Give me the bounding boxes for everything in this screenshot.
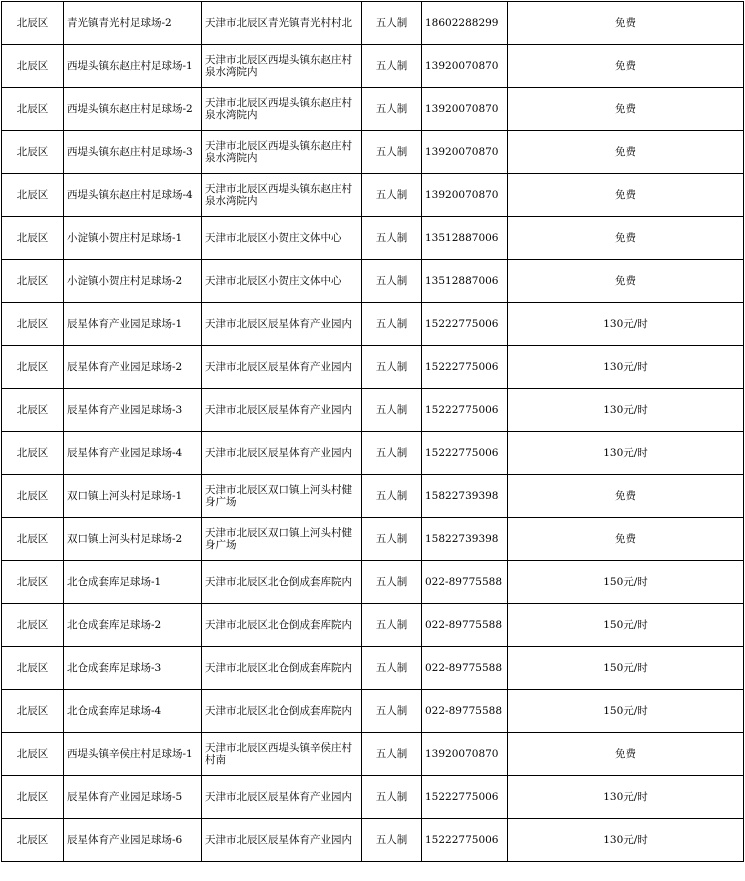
address-cell: 天津市北辰区西堤头镇辛侯庄村村南	[202, 733, 362, 776]
address-cell: 天津市北辰区西堤头镇东赵庄村泉水湾院内	[202, 88, 362, 131]
phone-cell: 15822739398	[422, 475, 508, 518]
phone-cell: 022-89775588	[422, 604, 508, 647]
phone-cell: 022-89775588	[422, 690, 508, 733]
venue-name-cell: 西堤头镇东赵庄村足球场-2	[64, 88, 202, 131]
address-cell: 天津市北辰区西堤头镇东赵庄村泉水湾院内	[202, 174, 362, 217]
table-row	[2, 776, 744, 819]
district-cell: 北辰区	[2, 131, 64, 174]
address-cell: 天津市北辰区辰星体育产业园内	[202, 776, 362, 819]
fee-cell: 130元/时	[508, 303, 744, 346]
fee-cell: 免费	[508, 88, 744, 131]
format-cell: 五人制	[362, 432, 422, 475]
fee-cell: 150元/时	[508, 690, 744, 733]
district-cell: 北辰区	[2, 690, 64, 733]
phone-cell: 15222775006	[422, 303, 508, 346]
venue-name-cell: 西堤头镇辛侯庄村足球场-1	[64, 733, 202, 776]
address-cell: 天津市北辰区双口镇上河头村健身广场	[202, 518, 362, 561]
address-cell: 天津市北辰区辰星体育产业园内	[202, 432, 362, 475]
address-cell: 天津市北辰区北仓倒成套库院内	[202, 561, 362, 604]
fee-cell: 免费	[508, 174, 744, 217]
format-cell: 五人制	[362, 604, 422, 647]
phone-cell: 13920070870	[422, 174, 508, 217]
table-row	[2, 260, 744, 303]
address-cell: 天津市北辰区辰星体育产业园内	[202, 819, 362, 862]
venue-name-cell: 北仓成套库足球场-1	[64, 561, 202, 604]
format-cell: 五人制	[362, 260, 422, 303]
phone-cell: 13920070870	[422, 733, 508, 776]
venue-name-cell: 辰星体育产业园足球场-1	[64, 303, 202, 346]
district-cell: 北辰区	[2, 432, 64, 475]
phone-cell: 15822739398	[422, 518, 508, 561]
phone-cell: 15222775006	[422, 346, 508, 389]
district-cell: 北辰区	[2, 260, 64, 303]
fee-cell: 免费	[508, 131, 744, 174]
district-cell: 北辰区	[2, 389, 64, 432]
venue-name-cell: 青光镇青光村足球场-2	[64, 2, 202, 45]
district-cell: 北辰区	[2, 88, 64, 131]
fee-cell: 130元/时	[508, 819, 744, 862]
venue-name-cell: 西堤头镇东赵庄村足球场-4	[64, 174, 202, 217]
format-cell: 五人制	[362, 690, 422, 733]
table-row	[2, 690, 744, 733]
table-row	[2, 346, 744, 389]
format-cell: 五人制	[362, 2, 422, 45]
district-cell: 北辰区	[2, 346, 64, 389]
fee-cell: 150元/时	[508, 604, 744, 647]
format-cell: 五人制	[362, 174, 422, 217]
fee-cell: 免费	[508, 733, 744, 776]
table-row	[2, 217, 744, 260]
venue-table-body	[2, 2, 744, 862]
table-row	[2, 389, 744, 432]
district-cell: 北辰区	[2, 518, 64, 561]
table-row	[2, 303, 744, 346]
district-cell: 北辰区	[2, 647, 64, 690]
fee-cell: 免费	[508, 518, 744, 561]
table-row	[2, 604, 744, 647]
table-row	[2, 432, 744, 475]
venue-name-cell: 小淀镇小贺庄村足球场-2	[64, 260, 202, 303]
phone-cell: 15222775006	[422, 389, 508, 432]
phone-cell: 18602288299	[422, 2, 508, 45]
address-cell: 天津市北辰区小贺庄文体中心	[202, 260, 362, 303]
venue-name-cell: 西堤头镇东赵庄村足球场-3	[64, 131, 202, 174]
table-row	[2, 131, 744, 174]
district-cell: 北辰区	[2, 733, 64, 776]
venue-name-cell: 小淀镇小贺庄村足球场-1	[64, 217, 202, 260]
district-cell: 北辰区	[2, 776, 64, 819]
fee-cell: 130元/时	[508, 776, 744, 819]
venue-name-cell: 北仓成套库足球场-3	[64, 647, 202, 690]
phone-cell: 15222775006	[422, 776, 508, 819]
venue-name-cell: 辰星体育产业园足球场-3	[64, 389, 202, 432]
table-row	[2, 733, 744, 776]
table-row	[2, 2, 744, 45]
address-cell: 天津市北辰区北仓倒成套库院内	[202, 690, 362, 733]
address-cell: 天津市北辰区小贺庄文体中心	[202, 217, 362, 260]
phone-cell: 022-89775588	[422, 647, 508, 690]
format-cell: 五人制	[362, 88, 422, 131]
format-cell: 五人制	[362, 733, 422, 776]
venue-name-cell: 辰星体育产业园足球场-4	[64, 432, 202, 475]
phone-cell: 15222775006	[422, 819, 508, 862]
phone-cell: 15222775006	[422, 432, 508, 475]
phone-cell: 13512887006	[422, 217, 508, 260]
venue-name-cell: 辰星体育产业园足球场-2	[64, 346, 202, 389]
format-cell: 五人制	[362, 518, 422, 561]
format-cell: 五人制	[362, 776, 422, 819]
format-cell: 五人制	[362, 561, 422, 604]
table-row	[2, 647, 744, 690]
phone-cell: 13920070870	[422, 131, 508, 174]
district-cell: 北辰区	[2, 2, 64, 45]
format-cell: 五人制	[362, 819, 422, 862]
format-cell: 五人制	[362, 389, 422, 432]
format-cell: 五人制	[362, 217, 422, 260]
format-cell: 五人制	[362, 475, 422, 518]
fee-cell: 150元/时	[508, 561, 744, 604]
address-cell: 天津市北辰区辰星体育产业园内	[202, 346, 362, 389]
address-cell: 天津市北辰区双口镇上河头村健身广场	[202, 475, 362, 518]
address-cell: 天津市北辰区辰星体育产业园内	[202, 389, 362, 432]
district-cell: 北辰区	[2, 303, 64, 346]
venue-name-cell: 北仓成套库足球场-2	[64, 604, 202, 647]
district-cell: 北辰区	[2, 561, 64, 604]
address-cell: 天津市北辰区辰星体育产业园内	[202, 303, 362, 346]
table-row	[2, 819, 744, 862]
district-cell: 北辰区	[2, 819, 64, 862]
address-cell: 天津市北辰区北仓倒成套库院内	[202, 604, 362, 647]
phone-cell: 13920070870	[422, 45, 508, 88]
table-row	[2, 518, 744, 561]
phone-cell: 022-89775588	[422, 561, 508, 604]
address-cell: 天津市北辰区北仓倒成套库院内	[202, 647, 362, 690]
venue-table	[1, 1, 744, 862]
format-cell: 五人制	[362, 346, 422, 389]
fee-cell: 免费	[508, 260, 744, 303]
table-row	[2, 88, 744, 131]
fee-cell: 免费	[508, 2, 744, 45]
fee-cell: 130元/时	[508, 432, 744, 475]
address-cell: 天津市北辰区青光镇青光村村北	[202, 2, 362, 45]
fee-cell: 130元/时	[508, 346, 744, 389]
table-row	[2, 475, 744, 518]
format-cell: 五人制	[362, 303, 422, 346]
fee-cell: 130元/时	[508, 389, 744, 432]
district-cell: 北辰区	[2, 45, 64, 88]
format-cell: 五人制	[362, 45, 422, 88]
table-row	[2, 174, 744, 217]
district-cell: 北辰区	[2, 475, 64, 518]
district-cell: 北辰区	[2, 217, 64, 260]
fee-cell: 免费	[508, 475, 744, 518]
venue-name-cell: 双口镇上河头村足球场-1	[64, 475, 202, 518]
fee-cell: 免费	[508, 45, 744, 88]
format-cell: 五人制	[362, 647, 422, 690]
venue-name-cell: 西堤头镇东赵庄村足球场-1	[64, 45, 202, 88]
table-row	[2, 45, 744, 88]
venue-name-cell: 北仓成套库足球场-4	[64, 690, 202, 733]
fee-cell: 150元/时	[508, 647, 744, 690]
fee-cell: 免费	[508, 217, 744, 260]
venue-name-cell: 辰星体育产业园足球场-6	[64, 819, 202, 862]
district-cell: 北辰区	[2, 604, 64, 647]
phone-cell: 13512887006	[422, 260, 508, 303]
format-cell: 五人制	[362, 131, 422, 174]
district-cell: 北辰区	[2, 174, 64, 217]
venue-name-cell: 双口镇上河头村足球场-2	[64, 518, 202, 561]
address-cell: 天津市北辰区西堤头镇东赵庄村泉水湾院内	[202, 131, 362, 174]
venue-name-cell: 辰星体育产业园足球场-5	[64, 776, 202, 819]
address-cell: 天津市北辰区西堤头镇东赵庄村泉水湾院内	[202, 45, 362, 88]
phone-cell: 13920070870	[422, 88, 508, 131]
table-row	[2, 561, 744, 604]
